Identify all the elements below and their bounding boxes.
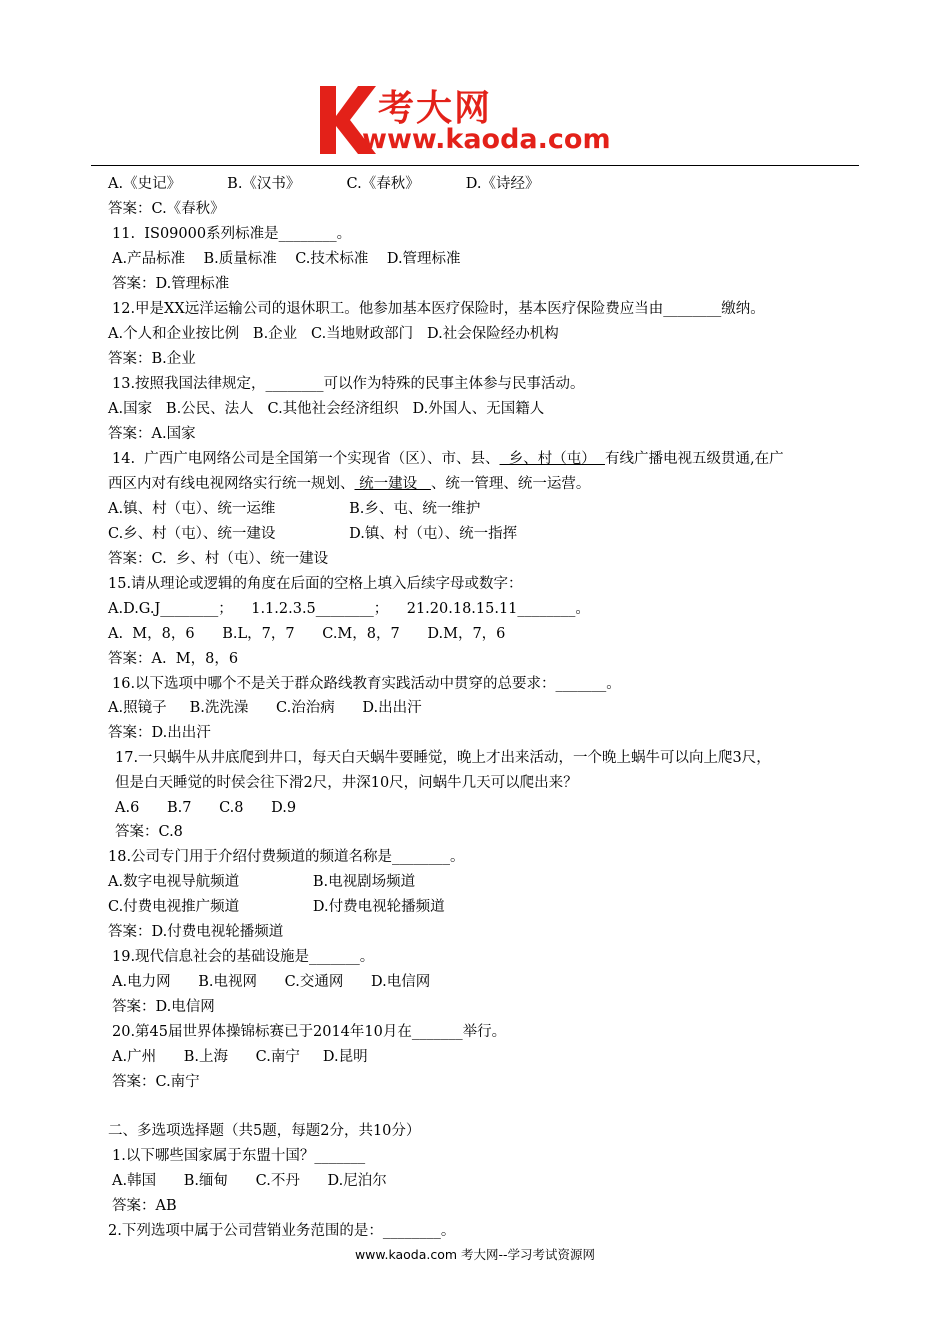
- header-divider: [91, 165, 859, 166]
- text-line: [108, 474, 590, 494]
- text-line: [108, 897, 445, 917]
- text-line: [108, 349, 196, 369]
- underlined-answer: 乡、村（屯）: [499, 451, 605, 467]
- line-text-continued: 有线广播电视五级贯通,在广: [604, 451, 784, 467]
- text-line: [112, 997, 215, 1017]
- text-line: [108, 574, 523, 594]
- line-text: 2.下列选项中属于公司营销业务范围的是：________。: [108, 1223, 456, 1239]
- line-text: 答案：AB: [112, 1198, 177, 1214]
- text-line: [108, 922, 283, 942]
- text-line: [112, 274, 229, 294]
- line-text: 但是白天睡觉的时侯会往下滑2尺，井深10尺，问蜗牛几天可以爬出来？: [115, 775, 578, 791]
- line-text: 答案：D.管理标准: [112, 276, 230, 292]
- text-line: [115, 822, 183, 842]
- text-line: [108, 199, 225, 219]
- text-line: [108, 649, 238, 669]
- text-line: [112, 1047, 368, 1067]
- text-line: [108, 698, 422, 718]
- line-text: 答案：A. M，8，6: [108, 651, 239, 667]
- line-text: A.镇、村（屯）、统一运维 B.乡、屯、统一维护: [108, 501, 481, 517]
- text-line: [108, 499, 480, 519]
- line-text: A.《史记》 B.《汉书》 C.《春秋》 D.《诗经》: [108, 176, 540, 192]
- line-text: A.D.G.J________； 1.1.2.3.5________； 21.20.18.15.11________。: [108, 601, 590, 617]
- line-text: 18.公司专门用于介绍付费频道的频道名称是________。: [108, 849, 465, 865]
- line-text: A.广州 B.上海 C.南宁 D.昆明: [112, 1049, 368, 1065]
- line-text: 西区内对有线电视网络实行统一规划、: [108, 476, 355, 492]
- text-line: [115, 798, 296, 818]
- line-text: 答案：D.出出汗: [108, 725, 211, 741]
- text-line: [115, 773, 578, 793]
- line-text: 二、多选项选择题（共5题，每题2分，共10分）: [108, 1123, 421, 1139]
- text-line: [112, 947, 374, 967]
- logo-url: www.kaoda.com: [362, 124, 611, 155]
- line-text: C.乡、村（屯）、统一建设 D.镇、村（屯）、统一指挥: [108, 526, 518, 542]
- line-text: 13.按照我国法律规定，________可以作为特殊的民事主体参与民事活动。: [112, 376, 585, 392]
- text-line: [112, 374, 585, 394]
- line-text: 答案：C. 乡、村（屯）、统一建设: [108, 551, 329, 567]
- line-text: 15.请从理论或逻辑的角度在后面的空格上填入后续字母或数字：: [108, 576, 523, 592]
- line-text: 答案：D.付费电视轮播频道: [108, 924, 284, 940]
- text-line: [112, 1022, 506, 1042]
- text-line: [108, 599, 590, 619]
- page-footer: www.kaoda.com 考大网--学习考试资源网: [354, 1247, 596, 1262]
- text-line: [112, 249, 461, 269]
- line-text: A.照镜子 B.洗洗澡 C.治治病 D.出出汗: [108, 700, 422, 716]
- text-line: [108, 399, 544, 419]
- line-text: 19.现代信息社会的基础设施是_______。: [112, 949, 375, 965]
- line-text: A.国家 B.公民、法人 C.其他社会经济组织 D.外国人、无国籍人: [108, 401, 545, 417]
- text-line: [112, 674, 621, 694]
- line-text: 14. 广西广电网络公司是全国第一个实现省（区）、市、县、: [112, 451, 500, 467]
- text-line: [108, 524, 517, 544]
- text-line: [112, 224, 351, 244]
- text-line: [112, 1196, 177, 1216]
- text-line: [108, 723, 211, 743]
- line-text: A.6 B.7 C.8 D.9: [115, 800, 297, 816]
- text-line: [112, 299, 765, 319]
- line-text: A.数字电视导航频道 B.电视剧场频道: [108, 874, 416, 890]
- line-text: 17.一只蜗牛从井底爬到井口，每天白天蜗牛要睡觉，晚上才出来活动，一个晚上蜗牛可以向上爬3尺，: [115, 750, 771, 766]
- text-line: [112, 1072, 200, 1092]
- logo-chinese-name: 考大网: [378, 88, 493, 129]
- text-line: [112, 1171, 387, 1191]
- text-line: [108, 424, 196, 444]
- text-line: [108, 1221, 455, 1241]
- text-line: [108, 1121, 420, 1141]
- line-text: 20.第45届世界体操锦标赛已于2014年10月在_______举行。: [112, 1024, 507, 1040]
- line-text: 答案：B.企业: [108, 351, 196, 367]
- text-line: [112, 972, 430, 992]
- line-text: A.电力网 B.电视网 C.交通网 D.电信网: [112, 974, 431, 990]
- line-text: A. M，8，6 B.L，7，7 C.M，8，7 D.M，7，6: [108, 626, 506, 642]
- text-line: [108, 174, 540, 194]
- text-line: [115, 748, 771, 768]
- line-text: 答案：A.国家: [108, 426, 196, 442]
- line-text: 答案：C.《春秋》: [108, 201, 225, 217]
- line-text: 12.甲是XX远洋运输公司的退休职工。他参加基本医疗保险时，基本医疗保险费应当由________缴纳。: [112, 301, 765, 317]
- text-line: [108, 847, 465, 867]
- text-line: [108, 624, 505, 644]
- line-text: A.个人和企业按比例 B.企业 C.当地财政部门 D.社会保险经办机构: [108, 326, 559, 342]
- line-text: 16.以下选项中哪个不是关于群众路线教育实践活动中贯穿的总要求：_______。: [112, 676, 621, 692]
- text-line: [112, 449, 784, 469]
- kaoda-logo: [318, 80, 648, 160]
- line-text: 11. IS09000系列标准是________。: [112, 226, 352, 242]
- line-text: 答案：C.8: [115, 824, 183, 840]
- line-text-continued: 、统一管理、统一运营。: [430, 476, 591, 492]
- text-line: [108, 324, 559, 344]
- line-text: 1.以下哪些国家属于东盟十国？_______: [112, 1148, 366, 1164]
- text-line: [112, 1146, 365, 1166]
- line-text: 答案：D.电信网: [112, 999, 215, 1015]
- line-text: C.付费电视推广频道 D.付费电视轮播频道: [108, 899, 445, 915]
- line-text: 答案：C.南宁: [112, 1074, 200, 1090]
- line-text: A.韩国 B.缅甸 C.不丹 D.尼泊尔: [112, 1173, 387, 1189]
- underlined-answer: 统一建设: [354, 476, 431, 492]
- line-text: A.产品标准 B.质量标准 C.技术标准 D.管理标准: [112, 251, 461, 267]
- text-line: [108, 872, 415, 892]
- text-line: [108, 549, 328, 569]
